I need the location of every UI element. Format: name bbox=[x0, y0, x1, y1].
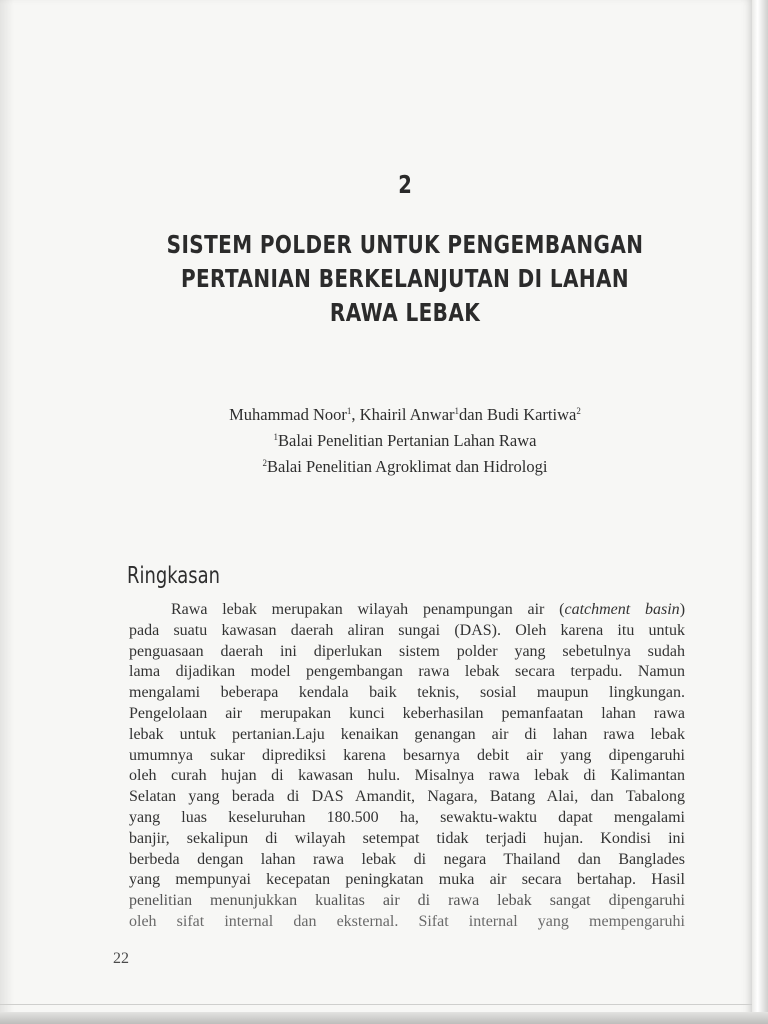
chapter-title bbox=[100, 228, 710, 330]
author-name: Muhammad Noor bbox=[229, 405, 347, 424]
paragraph-line: berbeda dengan lahan rawa lebak di negara Thailand dan Banglades bbox=[129, 850, 685, 868]
binding-shadow bbox=[0, 0, 14, 1018]
section-heading: Ringkasan bbox=[127, 563, 220, 589]
chapter-number: 2 bbox=[398, 170, 412, 199]
scan-bottom-edge bbox=[0, 1012, 768, 1024]
affiliation-marker: 1 bbox=[273, 432, 279, 442]
abstract-paragraph bbox=[129, 600, 685, 933]
chapter-title-line: SISTEM POLDER UNTUK PENGEMBANGAN bbox=[166, 230, 644, 259]
paragraph-line: oleh sifat internal dan eksternal. Sifat internal yang mempengaruhi bbox=[129, 912, 685, 930]
author-names bbox=[110, 400, 700, 426]
paragraph-line: yang luas keseluruhan 180.500 ha, sewaktu-waktu dapat mengalami bbox=[129, 808, 685, 826]
text-run: Rawa lebak merupakan wilayah penampungan air ( bbox=[171, 601, 565, 618]
paragraph-line: umumnya sukar diprediksi karena besarnya debit air yang dipengaruhi bbox=[129, 746, 685, 764]
page-bottom-edge bbox=[0, 1004, 752, 1005]
affiliation-marker: 1 bbox=[346, 406, 352, 416]
paragraph-line: Pengelolaan air merupakan kunci keberhasilan pemanfaatan lahan rawa bbox=[129, 704, 685, 722]
affiliation-line bbox=[110, 452, 700, 478]
paragraph-line: yang mempunyai kecepatan peningkatan muka air secara bertahap. Hasil bbox=[129, 871, 685, 889]
paragraph-line: lebak untuk pertanian.Laju kenaikan genangan air di lahan rawa lebak bbox=[129, 725, 685, 743]
affiliation-line bbox=[110, 426, 700, 452]
affiliation-marker: 2 bbox=[576, 406, 581, 416]
paragraph-line: penguasaan daerah ini diperlukan sistem polder yang sebetulnya sudah bbox=[129, 642, 685, 660]
author-block bbox=[110, 400, 700, 478]
paragraph-line: Selatan yang berada di DAS Amandit, Nagara, Batang Alai, dan Tabalong bbox=[129, 788, 685, 806]
affiliation-marker: 1 bbox=[454, 406, 460, 416]
paragraph-line: lama dijadikan model pengembangan rawa lebak secara terpadu. Namun bbox=[129, 663, 685, 681]
page-number: 22 bbox=[113, 950, 129, 967]
paragraph-line bbox=[129, 600, 685, 621]
affiliation-text: Balai Penelitian Agroklimat dan Hidrologi bbox=[267, 457, 548, 476]
italic-term: catchment basin bbox=[564, 601, 680, 618]
paragraph-line: banjir, sekalipun di wilayah setempat tidak terjadi hujan. Kondisi ini bbox=[129, 829, 685, 847]
paragraph-line: pada suatu kawasan daerah aliran sungai (DAS). Oleh karena itu untuk bbox=[129, 621, 685, 639]
affiliation-text: Balai Penelitian Pertanian Lahan Rawa bbox=[278, 431, 537, 450]
author-name: , Khairil Anwar bbox=[351, 405, 455, 424]
paragraph-line: oleh curah hujan di kawasan hulu. Misalnya rawa lebak di Kalimantan bbox=[129, 767, 685, 785]
author-name: dan Budi Kartiwa bbox=[459, 405, 577, 424]
paragraph-line: penelitian menunjukkan kualitas air di rawa lebak sangat dipengaruhi bbox=[129, 892, 685, 910]
page-right-edge bbox=[752, 0, 768, 1024]
text-run: ) bbox=[679, 601, 686, 618]
chapter-title-line: RAWA LEBAK bbox=[329, 298, 481, 327]
chapter-title-line: PERTANIAN BERKELANJUTAN DI LAHAN bbox=[180, 264, 630, 293]
paragraph-line: mengalami beberapa kendala baik teknis, sosial maupun lingkungan. bbox=[129, 684, 685, 702]
affiliation-marker: 2 bbox=[262, 458, 268, 468]
